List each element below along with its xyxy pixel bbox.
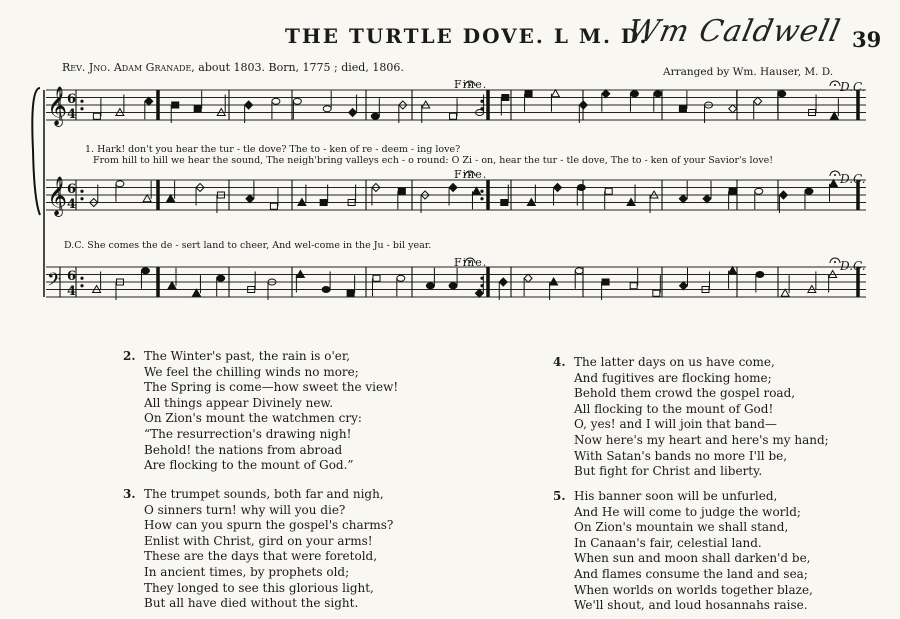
verse-line: Behold them crowd the gospel road,: [574, 386, 796, 401]
verse-line: But fight for Christ and liberty.: [574, 464, 763, 479]
lyric-line: D.C. She comes the de - sert land to cheer, And wel-come in the Ju - bil year.: [64, 240, 432, 251]
repeat-dot: [80, 100, 83, 103]
shape-note: [371, 113, 379, 119]
shape-note: [501, 200, 508, 206]
verse-line: “The resurrection's drawing nigh!: [144, 426, 352, 441]
repeat-dot: [80, 277, 83, 280]
shape-note: [630, 91, 638, 97]
dc-marker: D.C.: [840, 259, 866, 273]
shape-note: [246, 195, 254, 203]
verse-line: When sun and moon shall darken'd be,: [574, 551, 811, 566]
verse-line: On Zion's mountain we shall stand,: [574, 520, 789, 535]
verse-lines: [574, 355, 829, 480]
verse-line: His banner soon will be unfurled,: [574, 489, 778, 503]
verse-line: Behold! the nations from abroad: [144, 442, 343, 457]
shape-note: [450, 113, 457, 119]
repeat-dot: [80, 284, 83, 287]
shape-note: [781, 289, 789, 296]
shape-note: [192, 289, 200, 296]
lyric-line: 1. Hark! don't you hear the tur - tle dove? The to - ken of re - deem - ing love?: [85, 144, 461, 155]
shape-note: [217, 275, 225, 281]
shape-note: [550, 278, 558, 285]
shape-note: [373, 275, 380, 281]
shape-note: [323, 106, 331, 112]
shape-note: [143, 195, 151, 202]
verse-block: [118, 349, 418, 479]
shape-note: [172, 102, 179, 108]
author-dates: about 1803. Born, 1775 ; died, 1806.: [194, 61, 404, 74]
verse-line: Enlist with Christ, gird on your arms!: [144, 533, 373, 548]
shape-note: [602, 90, 610, 98]
verse-block: [549, 355, 849, 485]
page-number: 39: [852, 27, 882, 52]
handwritten-signature: Wm Caldwell: [624, 14, 844, 49]
shape-note: [554, 184, 562, 192]
verse-line: In Canaan's fair, celestial land.: [574, 535, 762, 550]
dc-marker: D.C.: [840, 80, 866, 94]
verse-line: The latter days on us have come,: [574, 355, 775, 369]
fermata-dot: [834, 174, 836, 176]
shape-note: [575, 268, 583, 274]
shape-note: [293, 98, 301, 104]
fine-marker: Fine.: [454, 256, 488, 269]
shape-note: [141, 268, 149, 274]
shape-note: [808, 286, 816, 293]
verse-line: These are the days that were foretold,: [144, 549, 378, 564]
shape-note: [627, 199, 635, 206]
repeat-dot: [480, 197, 483, 200]
verse-lines: [574, 489, 813, 614]
shape-note: [322, 287, 330, 293]
shape-note: [426, 283, 434, 289]
verse-line: O, yes! and I will join that band—: [574, 417, 777, 432]
repeat-dot: [480, 190, 483, 193]
repeat-dot: [80, 107, 83, 110]
shape-note: [298, 199, 306, 206]
shape-note: [168, 282, 176, 289]
shape-note: [502, 95, 509, 101]
verse-line: They longed to see this glorious light,: [144, 580, 374, 595]
time-signature-top: 6: [67, 182, 77, 197]
verse-line: We feel the chilling winds no more;: [144, 364, 359, 379]
verse-line: And flames consume the land and sea;: [574, 566, 808, 581]
shape-note: [272, 98, 280, 104]
arranger-credit: Arranged by Wm. Hauser, M. D.: [663, 66, 834, 78]
verse-line: The Winter's past, the rain is o'er,: [144, 349, 351, 363]
shape-note: [527, 199, 535, 206]
shape-note: [577, 185, 585, 191]
shape-note: [93, 113, 100, 119]
verse-line: All things appear Divinely new.: [144, 395, 334, 410]
shape-note: [449, 283, 457, 289]
shape-note: [525, 91, 532, 97]
shape-note: [296, 271, 304, 278]
shape-note: [756, 272, 764, 278]
shape-note: [755, 188, 763, 194]
shape-note: [524, 274, 532, 282]
shape-note: [449, 184, 457, 192]
shape-note: [602, 279, 609, 285]
shape-note: [167, 195, 175, 202]
shape-note: [398, 188, 405, 194]
verse-number: 3.: [123, 487, 136, 501]
shape-note: [654, 91, 662, 97]
system-brace: [32, 88, 40, 215]
shape-note: [397, 275, 405, 281]
verse-line: Now here's my heart and here's my hand;: [574, 432, 829, 447]
fermata-dot: [834, 261, 836, 263]
verse-line: Are flocking to the mount of God.”: [144, 458, 354, 473]
shape-note: [116, 109, 124, 116]
shape-note: [116, 181, 124, 187]
shape-note: [194, 106, 201, 112]
treble-clef: 𝄞: [47, 86, 68, 126]
repeat-dot: [80, 190, 83, 193]
verse-number: 5.: [553, 489, 566, 503]
verse-line: With Satan's bands no more I'll be,: [574, 448, 788, 463]
bass-clef: 𝄢: [47, 270, 62, 295]
shape-note: [829, 180, 837, 187]
verse-lines: [144, 349, 398, 474]
verse-line: And fugitives are flocking home;: [574, 370, 772, 385]
verse-line: The Spring is come—how sweet the view!: [144, 380, 399, 395]
lyric-line: From hill to hill we hear the sound, The neigh'bring valleys ech - o round: O Zi - on, hear the tur - tle dove, The to - ken of your Savior's love!: [93, 155, 774, 166]
shape-note: [347, 290, 354, 296]
verse-line: The trumpet sounds, both far and nigh,: [144, 487, 384, 501]
verse-line: We'll shout, and loud hosannahs raise.: [574, 598, 808, 613]
time-signature-bottom: 4: [67, 284, 77, 299]
shape-note: [630, 283, 637, 289]
shape-note: [579, 101, 587, 109]
shape-note: [499, 278, 507, 286]
verse-number: 4.: [553, 355, 566, 369]
shape-note: [805, 188, 813, 194]
treble-clef: 𝄞: [47, 176, 68, 216]
verse-line: In ancient times, by prophets old;: [144, 564, 350, 579]
dc-marker: D.C.: [840, 172, 866, 186]
shape-note: [217, 109, 225, 116]
shape-note: [422, 101, 430, 108]
shape-note: [270, 203, 277, 209]
shape-note: [729, 188, 736, 194]
shape-note: [778, 91, 786, 97]
hymn-title: THE TURTLE DOVE. L M. D.: [285, 24, 649, 48]
verse-line: And He will come to judge the world;: [574, 504, 801, 519]
shape-note: [605, 188, 612, 194]
verse-line: O sinners turn! why will you die?: [144, 502, 346, 517]
shape-note: [754, 97, 762, 105]
shape-note: [93, 286, 101, 293]
shape-note: [472, 187, 480, 194]
shape-note: [679, 282, 687, 290]
author-name: Rev. Jno. Adam Granade,: [62, 61, 195, 74]
shape-note: [729, 267, 737, 274]
shape-note: [475, 289, 483, 297]
fine-marker: Fine.: [454, 78, 488, 91]
shape-note: [320, 200, 327, 206]
shape-note: [650, 191, 658, 198]
time-signature-top: 6: [67, 92, 77, 107]
verse-line: But all have died without the sight.: [144, 596, 359, 611]
verse-lines: [144, 487, 393, 612]
verse-number: 2.: [123, 349, 136, 363]
fine-marker: Fine.: [454, 168, 488, 181]
verse-block: [549, 489, 849, 619]
time-signature-bottom: 4: [67, 197, 77, 212]
verse-line: On Zion's mount the watchmen cry:: [144, 411, 362, 426]
verse-line: All flocking to the mount of God!: [574, 401, 774, 416]
shape-note: [653, 290, 660, 296]
verse-line: When worlds on worlds together blaze,: [574, 582, 813, 597]
shape-note: [551, 90, 559, 97]
repeat-dot: [80, 197, 83, 200]
time-signature-top: 6: [67, 269, 77, 284]
shape-note: [779, 191, 787, 199]
shape-note: [829, 271, 837, 278]
verse-line: How can you spurn the gospel's charms?: [144, 518, 394, 533]
shape-note: [349, 109, 357, 117]
shape-note: [679, 195, 687, 203]
shape-note: [703, 195, 711, 203]
shape-note: [729, 105, 737, 113]
shape-note: [245, 101, 253, 109]
time-signature-bottom: 4: [67, 107, 77, 122]
shape-note: [145, 97, 153, 105]
fermata-dot: [834, 84, 836, 86]
verse-block: [118, 487, 418, 617]
shape-note: [679, 106, 686, 112]
shape-note: [830, 112, 838, 119]
